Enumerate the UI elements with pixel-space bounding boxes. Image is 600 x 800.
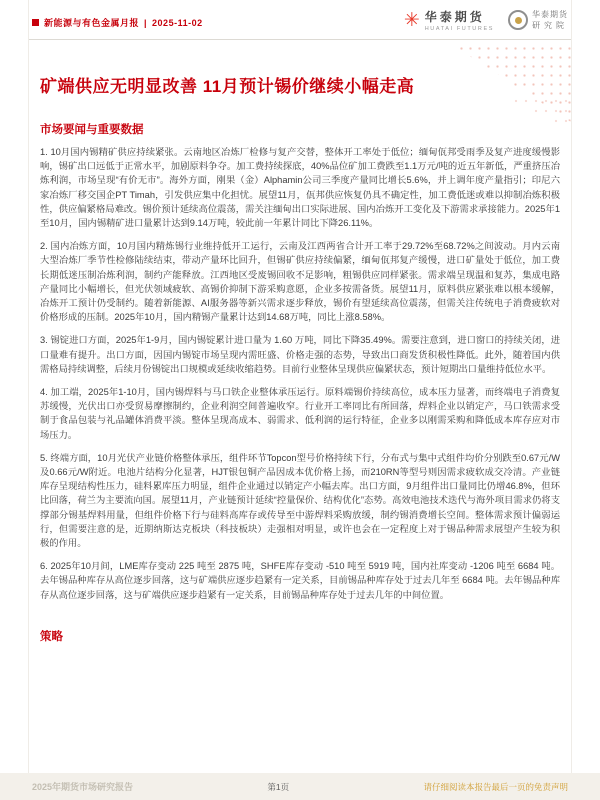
huatai-logo-en: HUATAI FUTURES bbox=[424, 26, 494, 32]
report-header bbox=[0, 0, 600, 32]
page-footer bbox=[0, 773, 600, 800]
institute-logo-line2: 研究院 bbox=[532, 21, 568, 30]
report-series-title: 新能源与有色金属月报 bbox=[44, 18, 140, 28]
market-paragraph-2: 2. 国内冶炼方面，10月国内精炼锡行业维持低开工运行，云南及江西两省合计开工率于29.72%至68.72%之间波动。月内云南大型冶炼厂季节性检修陆续结束，带动产量环比回升，但锡矿供应持续偏紧，缅甸佤邦复产缓慢，进口矿量处于低位，加工费长期低迷压制冶炼利润，制约产能释放。江西地区受废锡回收不足影响，粗锡供应同样紧张。需求端呈现温和复苏，集成电路产量同比小幅增长，但光伏领域疲软、高锡价抑制下游采购意愿，企业多按需备货。展望11月，原料供应紧张难以根本缓解，冶炼开工预计仍受制约。随着新能源、AI服务器等新兴需求逐步释放，锡价有望延续高位震荡，但需关注传统电子消费疲软对价格形成的压制。2025年10月，国内精锡产量累计达到14.68万吨，同比上涨8.58%。 bbox=[40, 241, 560, 323]
institute-logo-line1: 华泰期货 bbox=[532, 10, 568, 19]
footer-report-series: 2025年期货市场研究报告 bbox=[32, 782, 134, 792]
red-square-bullet-icon bbox=[32, 19, 39, 26]
page-title: 矿端供应无明显改善 11月预计锡价继续小幅走高 bbox=[40, 77, 415, 96]
market-paragraph-3: 3. 锡锭进口方面，2025年1-9月，国内锡锭累计进口量为 1.60 万吨，同比下降35.49%。需要注意到，进口窗口的持续关闭，进口量难有提升。出口方面，因国内锡锭市场呈现内需旺盛、价格走强的态势，导致出口商发货积极性降低。此外，随着国内供需格局持续调整，后续月份锡锭出口规模或延续收缩趋势。目前行业整体呈现供应偏紧状态，预计短期出口量维持低位水平。 bbox=[40, 335, 560, 374]
huatai-pinwheel-icon: ✳ bbox=[403, 9, 420, 31]
market-paragraph-1: 1. 10月国内锡精矿供应持续紧张。云南地区冶炼厂检修与复产交替，整体开工率处于低位；缅甸佤邦受雨季及复产进度缓慢影响，锡矿出口远低于正常水平，加剧原料争夺。加工费持续探底，40%品位矿加工费跌至1.1万元/吨的近五年新低，严重挤压冶炼利润，市场呈现“有价无市”。海外方面，刚果（金）Alphamin公司三季度产量同比增长5.6%，并上调年度产量指引；印尼六家冶炼厂移交国企PT Timah，引发供应集中化担忧。展望11月，佤邦供应恢复仍具不确定性，加工费低迷或难以抑制冶炼积极性，供应偏紧格局难改。锡价预计延续高位震荡，需关注缅甸出口实际进展、国内冶炼开工变化及下游需求承接能力。2025年1至10月，国内锡精矿进口量累计达到9.14万吨，较此前一年累计同比下降26.11%。 bbox=[40, 147, 560, 229]
research-institute-logo bbox=[508, 9, 568, 31]
huatai-logo-cn: 华泰期货 bbox=[424, 10, 485, 24]
footer-disclaimer-note: 请仔细阅读本报告最后一页的免责声明 bbox=[423, 781, 568, 792]
report-body bbox=[0, 121, 600, 644]
section-heading-market-news: 市场要闻与重要数据 bbox=[40, 124, 144, 136]
separator: | bbox=[144, 17, 148, 28]
huatai-logo-text bbox=[425, 8, 494, 32]
header-divider bbox=[28, 39, 572, 40]
huatai-futures-logo bbox=[404, 8, 494, 32]
logos-area bbox=[404, 8, 568, 32]
report-type-label bbox=[32, 16, 203, 29]
institute-logo-text bbox=[532, 9, 568, 31]
section-heading-strategy: 策略 bbox=[40, 630, 63, 643]
footer-page-number: 第1页 bbox=[267, 781, 290, 792]
market-paragraph-4: 4. 加工端，2025年1-10月，国内锡焊料与马口铁企业整体承压运行。原料端锡价持续高位，成本压力显著，而终端电子消费复苏缓慢，光伏出口亦受贸易摩擦制约，企业利润空间普遍收窄。行业开工率同比有所回落，焊料企业以销定产，马口铁需求受制于食品包装与礼品罐体消费平淡。整体呈现高成本、弱需求、低利润的运行特征，企业多以刚需采购和降低成本库存应对市场压力。 bbox=[40, 387, 560, 440]
report-date: 2025-11-02 bbox=[152, 17, 203, 28]
institute-seal-icon bbox=[508, 10, 528, 30]
market-paragraph-6: 6. 2025年10月间，LME库存变动 225 吨至 2875 吨，SHFE库存变动 -510 吨至 5919 吨，国内社库变动 -1206 吨至 6684 吨。去年锡品种库存从高位逐步回落，这与矿端供应逐步趋紧有一定关系，目前锡品种库存处于过去几年至 6684 吨。去年锡品种库存从高位逐步回落，这与矿端供应逐步趋紧有一定关系，目前锡品种库存处于过去几年的中间位置。 bbox=[40, 561, 560, 600]
market-paragraph-5: 5. 终端方面，10月光伏产业链价格整体承压，组件环节Topcon型号价格持续下行，分布式与集中式组件均价分别跌至0.67元/W及0.66元/W附近。电池片结构分化显著，HJT银包铜产品因成本优价格上扬，而210RN等型号则因需求疲软成交冷清。产业链库存呈现结构性压力，硅料累库压力明显，组件企业通过以销定产小幅去库。出口方面，9月组件出口量同比仍增46.8%，但环比回落，荷兰为主要流向国。展望11月，产业链预计延续“控量保价、结构优化”态势。高效电池技术迭代与海外项目需求仍将支撑部分锡基焊料用量，但组件价格下行与硅料高库存或传导至中游焊料采购放缓，制约锡消费增长空间。整体需求预计偏弱运行，但需要注意的是，近期纳斯达克板块（科技板块）走强相对明显，或许也会在一定程度上对于锡品种需求展望产生较为积极的作用。 bbox=[40, 452, 560, 549]
